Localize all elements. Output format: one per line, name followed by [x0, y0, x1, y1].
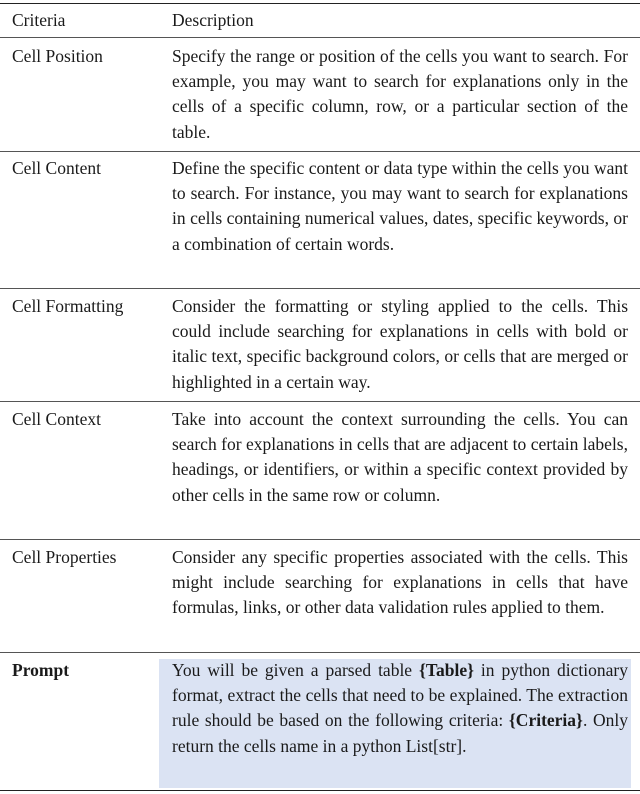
prompt-text-part: You will be given a parsed table: [172, 660, 420, 680]
table-top-rule: [0, 3, 640, 4]
row-divider: [0, 539, 640, 540]
header-rule: [0, 37, 640, 38]
prompt-text-part: in python dictionary format, extract the cells that need to be explained. The extraction rule should be based on the following criteria:: [172, 660, 628, 731]
criteria-cell-context: Cell Context: [12, 409, 101, 429]
description-cell-content: Define the specific content or data type within the cells you want to search. For instance, you may want to search for explanations in cells containing numerical values, dates, specific keywords, or a combination of certain words.: [172, 158, 628, 254]
criteria-placeholder-token: {Criteria}: [508, 710, 583, 731]
prompt-text-part: . Only return the cells name in a python List[str].: [172, 710, 628, 756]
table-bottom-rule: [0, 790, 640, 791]
header-criteria: Criteria: [12, 10, 66, 30]
row-divider: [0, 288, 640, 289]
criteria-cell-content: Cell Content: [12, 158, 101, 178]
row-divider: [0, 401, 640, 402]
description-cell-context: Take into account the context surrounding the cells. You can search for explanations in cells that are adjacent to certain labels, headings, or identifiers, or within a specific context provided by other cells in the same row or column.: [172, 409, 628, 505]
table-placeholder-token: {Table}: [419, 660, 474, 680]
row-divider: [0, 151, 640, 152]
description-cell-properties: Consider any specific properties associated with the cells. This might include searching for explanations in cells that have formulas, links, or other data validation rules applied to them.: [172, 547, 628, 618]
prompt-text: [172, 658, 628, 759]
description-cell-position: Specify the range or position of the cells you want to search. For example, you may want to search for explanations only in the cells of a specific column, row, or a particular section of the table.: [172, 46, 628, 142]
prompt-label: Prompt: [12, 660, 70, 680]
header-description: Description: [172, 10, 254, 30]
criteria-cell-position: Cell Position: [12, 46, 103, 66]
prompt-rule: [0, 652, 640, 653]
criteria-cell-formatting: Cell Formatting: [12, 296, 124, 316]
description-cell-formatting: Consider the formatting or styling applied to the cells. This could include searching for explanations in cells with bold or italic text, specific background colors, or cells that are merged or highlighted in a certain way.: [172, 296, 628, 392]
criteria-cell-properties: Cell Properties: [12, 547, 117, 567]
